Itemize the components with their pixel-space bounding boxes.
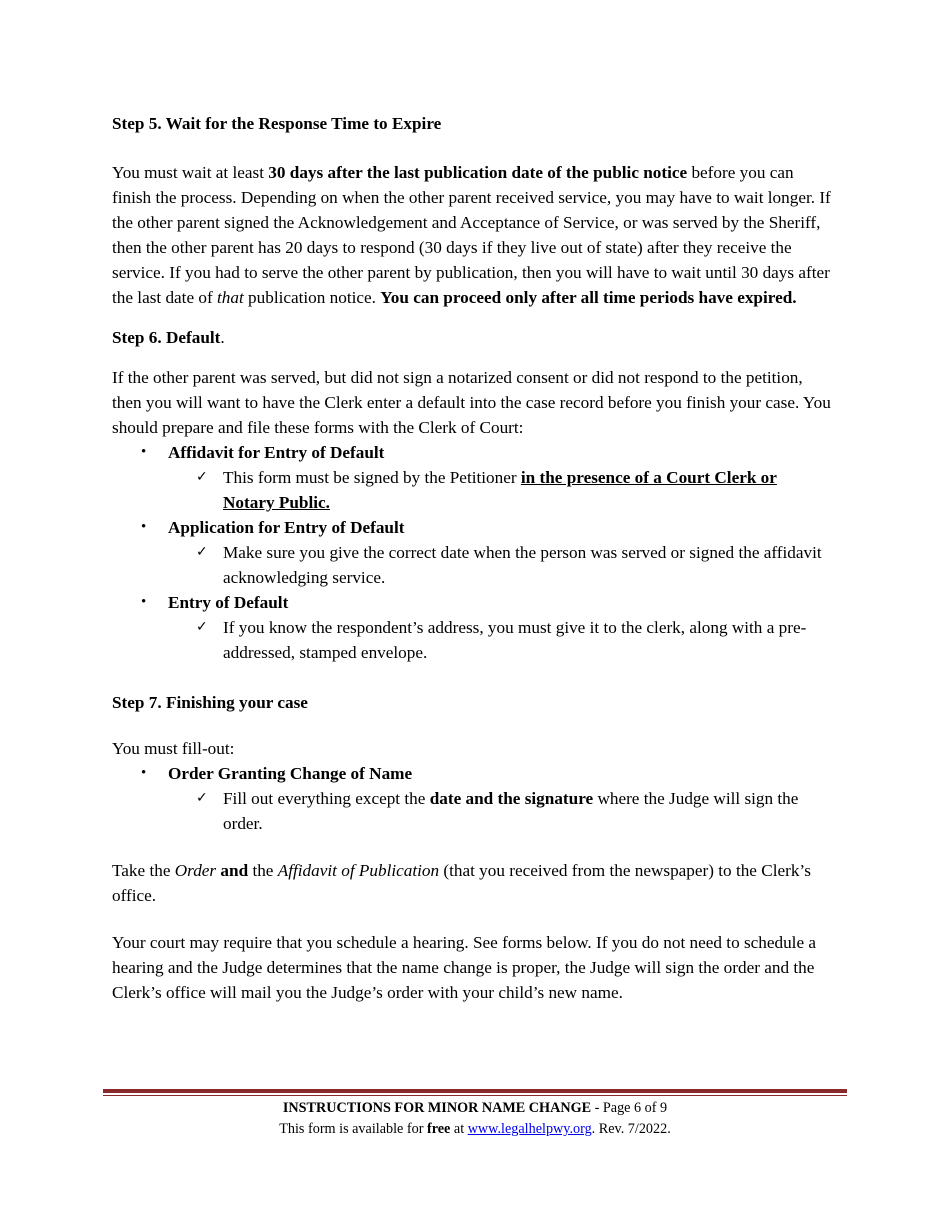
list-item-note: ✓ Fill out everything except the date and the signature where the Judge will sign the order. (168, 786, 832, 836)
step6-heading: Step 6. Default. (112, 328, 225, 347)
list-item (112, 515, 832, 590)
list-item (112, 761, 832, 836)
footer-line-2: This form is available for free at www.legalhelpwy.org. Rev. 7/2022. (279, 1121, 671, 1137)
list-item-title: Application for Entry of Default (168, 518, 405, 537)
bullet-icon: • (141, 519, 147, 535)
finish-forms-list (112, 761, 832, 836)
list-item-title: Order Granting Change of Name (168, 764, 413, 783)
list-item-note: ✓ Make sure you give the correct date when the person was served or signed the affidavit acknowledging service. (168, 540, 832, 590)
bullet-icon: • (141, 444, 147, 460)
bullet-icon: • (141, 594, 147, 610)
footer-title: INSTRUCTIONS FOR MINOR NAME CHANGE (282, 1100, 592, 1116)
bullet-icon: • (141, 765, 147, 781)
step7-take-paragraph: Take the Order and the Affidavit of Publication (that you received from the newspaper) to the Clerk’s office. (112, 861, 811, 905)
checkmark-icon: ✓ (196, 790, 208, 806)
list-item-note: ✓ This form must be signed by the Petitioner in the presence of a Court Clerk or Notary Public. (168, 465, 832, 515)
list-item (112, 590, 832, 665)
step6-paragraph: If the other parent was served, but did not sign a notarized consent or did not respond to the petition, then you will want to have the Clerk enter a default into the case record before you finish your case. You should prepare and file these forms with the Clerk of Court: (112, 368, 831, 437)
step7-hearing-paragraph: Your court may require that you schedule a hearing. See forms below. If you do not need to schedule a hearing and the Judge determines that the name change is proper, the Judge will sign the order and the Clerk’s office will mail you the Judge’s order with your child’s new name. (112, 933, 817, 1002)
footer-divider (103, 1089, 847, 1097)
checkmark-icon: ✓ (196, 619, 208, 635)
step5-paragraph: You must wait at least 30 days after the last publication date of the public notice before you can finish the process. Depending on when the other parent received service, you may have to wait longer. If the other parent signed the Acknowledgement and Acceptance of Service, or was served by the Sheriff, then the other parent has 20 days to respond (30 days if they live out of state) after they receive the service. If you had to serve the other parent by publication, then you will have to wait until 30 days after the last date of that publication notice. You can proceed only after all time periods have expired. (112, 163, 831, 307)
step7-heading: Step 7. Finishing your case (112, 693, 308, 712)
list-item-note: ✓ If you know the respondent’s address, you must give it to the clerk, along with a pre-addressed, stamped envelope. (168, 615, 832, 665)
checkmark-icon: ✓ (196, 544, 208, 560)
list-item (112, 440, 832, 515)
list-item-title: Entry of Default (168, 593, 289, 612)
list-item-title: Affidavit for Entry of Default (168, 443, 385, 462)
page-footer (103, 1098, 847, 1140)
footer-website-link[interactable]: www.legalhelpwy.org (467, 1121, 592, 1137)
document-body (112, 111, 832, 1005)
default-forms-list (112, 440, 832, 665)
checkmark-icon: ✓ (196, 469, 208, 485)
step5-heading: Step 5. Wait for the Response Time to Expire (112, 114, 442, 133)
footer-page-info: - Page 6 of 9 (591, 1100, 668, 1116)
step7-intro: You must fill-out: (112, 739, 235, 758)
footer-line-1 (103, 1098, 847, 1119)
